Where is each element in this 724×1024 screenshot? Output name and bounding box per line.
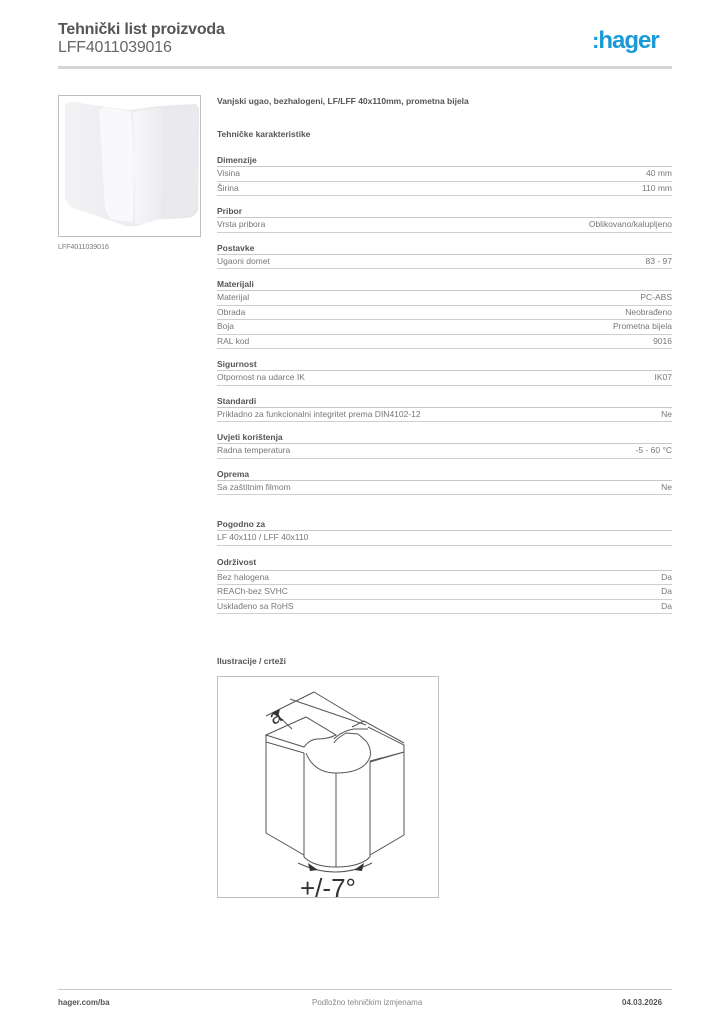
spec-row bbox=[217, 585, 672, 600]
spec-group-safety bbox=[217, 358, 672, 386]
spec-value: Da bbox=[661, 586, 672, 596]
footer-website-link[interactable]: hager.com/ba bbox=[58, 998, 110, 1007]
spec-row bbox=[217, 600, 672, 615]
spec-row bbox=[217, 531, 672, 546]
spec-row bbox=[217, 306, 672, 321]
illustrations-title: Ilustracije / crteži bbox=[217, 656, 286, 666]
spec-row bbox=[217, 255, 672, 270]
spec-value: Neobrađeno bbox=[625, 306, 672, 317]
spec-row bbox=[217, 182, 672, 197]
group-title: Postavke bbox=[217, 242, 672, 255]
spec-label: Širina bbox=[217, 182, 239, 193]
product-image bbox=[58, 95, 201, 237]
spec-value: Da bbox=[661, 571, 672, 582]
spec-row bbox=[217, 371, 672, 386]
spec-value: Oblikovano/kalupljeno bbox=[588, 219, 672, 229]
document-title: Tehnički list proizvoda bbox=[58, 21, 225, 38]
spec-row bbox=[217, 481, 672, 496]
corner-drawing-icon bbox=[218, 677, 438, 897]
footer-divider bbox=[58, 989, 672, 990]
compatibility-group bbox=[217, 518, 672, 546]
spec-label: Usklađeno sa RoHS bbox=[217, 600, 294, 611]
footer-date: 04.03.2026 bbox=[622, 998, 663, 1007]
spec-value: 9016 bbox=[653, 335, 672, 346]
spec-row bbox=[217, 218, 672, 233]
spec-label: Visina bbox=[217, 168, 240, 178]
spec-row bbox=[217, 291, 672, 306]
spec-value: -5 - 60 °C bbox=[635, 445, 672, 455]
spec-label: Bez halogena bbox=[217, 571, 269, 582]
spec-group-accessories bbox=[217, 205, 672, 233]
spec-row bbox=[217, 444, 672, 459]
spec-label: Obrada bbox=[217, 306, 246, 317]
header-divider bbox=[58, 66, 672, 69]
specifications-panel bbox=[217, 96, 672, 623]
spec-label: LF 40x110 / LFF 40x110 bbox=[217, 532, 309, 542]
spec-group-dimensions bbox=[217, 154, 672, 196]
spec-row bbox=[217, 320, 672, 335]
spec-value: IK07 bbox=[654, 372, 672, 382]
group-title: Oprema bbox=[217, 468, 672, 481]
spec-group-equipment bbox=[217, 468, 672, 496]
spec-value: 40 mm bbox=[646, 168, 672, 178]
spec-row bbox=[217, 408, 672, 423]
spec-label: RAL kod bbox=[217, 335, 250, 346]
group-title: Sigurnost bbox=[217, 358, 672, 371]
spec-value: 83 - 97 bbox=[645, 255, 672, 266]
group-title: Uvjeti korištenja bbox=[217, 431, 672, 444]
spec-label: Sa zaštitnim filmom bbox=[217, 481, 291, 492]
spec-value: Da bbox=[661, 600, 672, 611]
logo-colon-icon: : bbox=[592, 28, 599, 53]
group-title: Održivost bbox=[217, 555, 672, 571]
spec-label: Ugaoni domet bbox=[217, 255, 270, 266]
spec-group-materials bbox=[217, 278, 672, 349]
group-title: Pribor bbox=[217, 205, 672, 218]
sustainability-group bbox=[217, 555, 672, 615]
product-description: Vanjski ugao, bezhalogeni, LF/LFF 40x110mm, prometna bijela bbox=[217, 96, 469, 106]
spec-row bbox=[217, 167, 672, 182]
spec-value: PC-ABS bbox=[640, 292, 672, 302]
corner-product-photo-icon bbox=[59, 96, 201, 237]
spec-label: Prikladno za funkcionalni integritet prema DIN4102-12 bbox=[217, 408, 421, 419]
logo-text: hager bbox=[598, 27, 659, 54]
spec-label: REACh-bez SVHC bbox=[217, 586, 288, 596]
spec-group-conditions bbox=[217, 431, 672, 459]
spec-value: Ne bbox=[661, 481, 672, 492]
spec-value: Prometna bijela bbox=[612, 321, 672, 331]
product-code: LFF4011039016 bbox=[58, 39, 172, 56]
spec-row bbox=[217, 571, 672, 586]
group-title: Standardi bbox=[217, 395, 672, 408]
spec-value: Ne bbox=[661, 408, 672, 419]
specs-title: Tehničke karakteristike bbox=[217, 129, 311, 139]
angle-label: +/-7° bbox=[300, 873, 356, 897]
hager-logo bbox=[592, 27, 659, 55]
group-title: Dimenzije bbox=[217, 154, 672, 167]
spec-group-settings bbox=[217, 242, 672, 270]
technical-drawing bbox=[217, 676, 439, 898]
dimension-a-label: a bbox=[265, 704, 286, 730]
spec-label: Otpornost na udarce IK bbox=[217, 372, 305, 382]
group-title: Materijali bbox=[217, 278, 672, 291]
spec-value: 110 mm bbox=[641, 182, 672, 193]
spec-group-standards bbox=[217, 395, 672, 423]
spec-label: Vrsta pribora bbox=[217, 219, 266, 229]
spec-label: Radna temperatura bbox=[217, 445, 291, 455]
spec-row bbox=[217, 335, 672, 350]
spec-label: Materijal bbox=[217, 292, 250, 302]
product-image-caption: LFF4011039016 bbox=[58, 244, 109, 251]
footer-note: Podložno tehničkim izmjenama bbox=[312, 998, 423, 1007]
group-title: Pogodno za bbox=[217, 518, 672, 531]
spec-label: Boja bbox=[217, 321, 235, 331]
